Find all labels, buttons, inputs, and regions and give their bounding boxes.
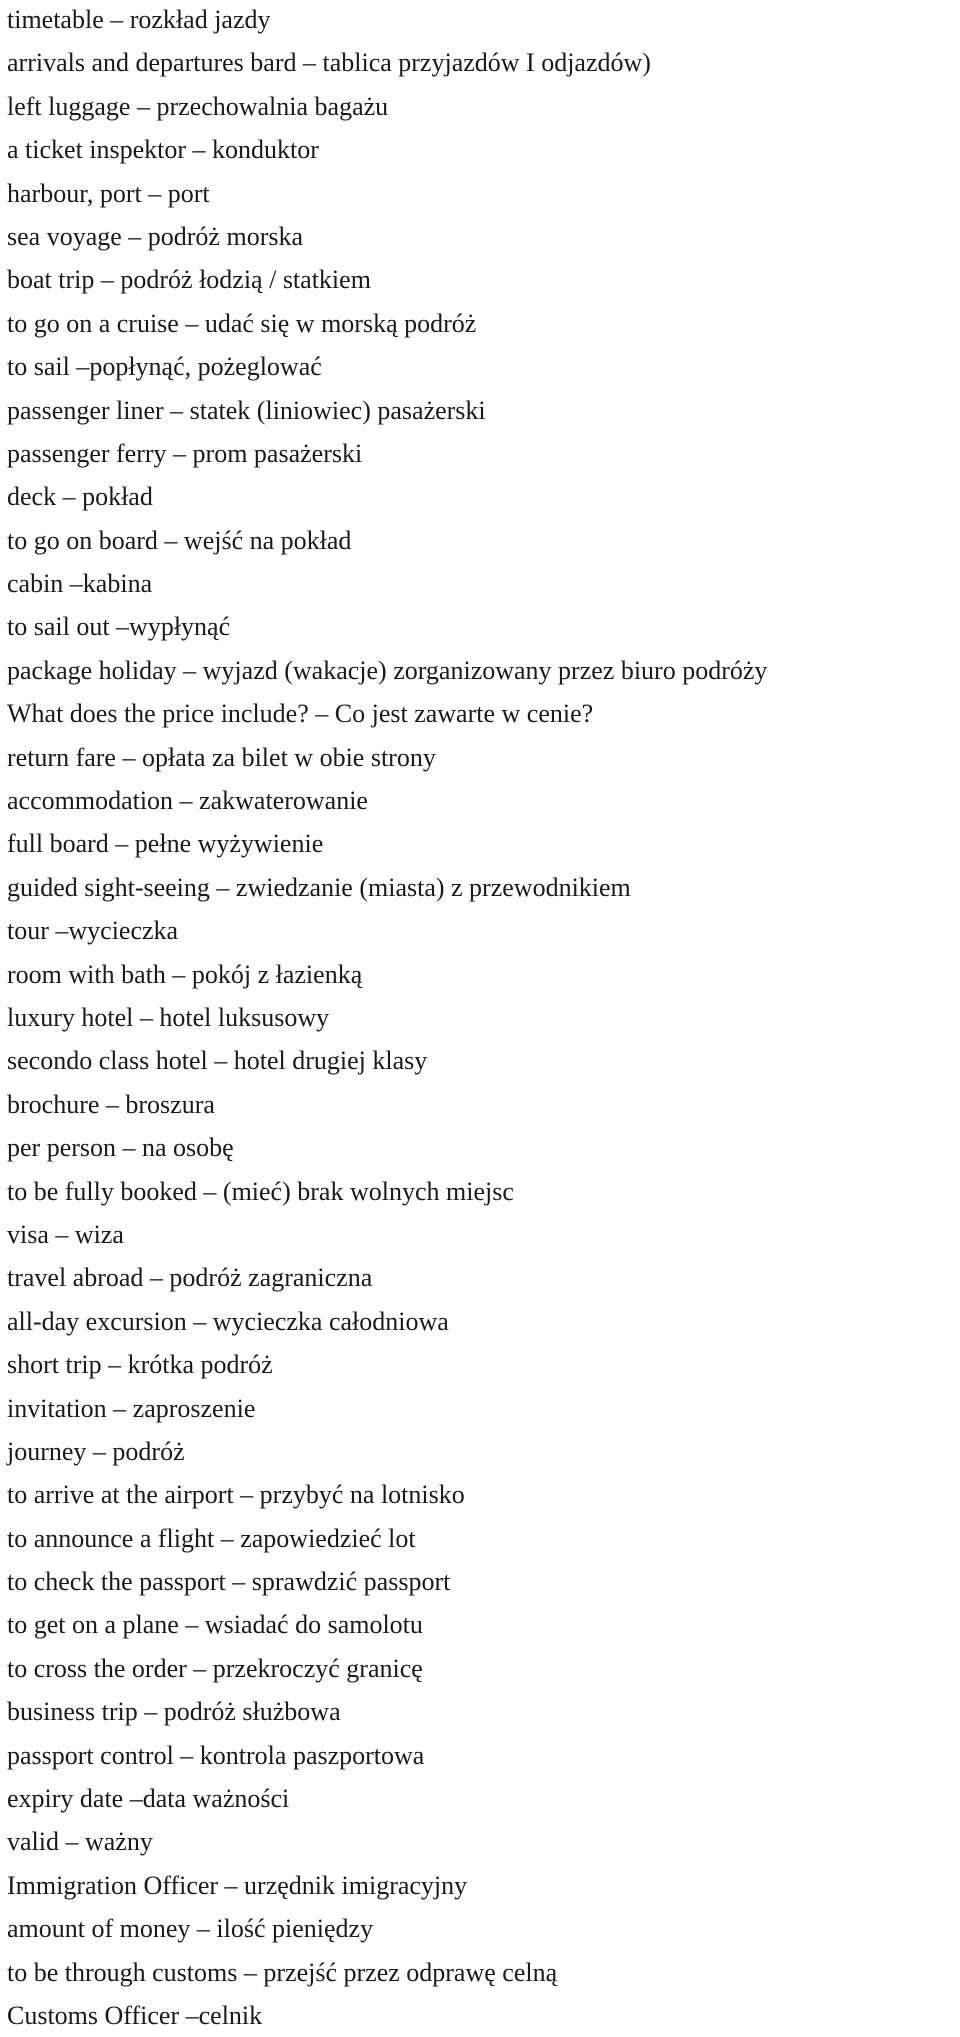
vocabulary-list <box>7 0 957 2037</box>
vocab-line: to sail out –wypłynąć <box>7 612 231 642</box>
vocab-line: to check the passport – sprawdzić passport <box>7 1567 451 1597</box>
vocab-line: to get on a plane – wsiadać do samolotu <box>7 1610 423 1640</box>
vocab-line: valid – ważny <box>7 1827 153 1857</box>
vocab-line: harbour, port – port <box>7 178 210 208</box>
vocab-line: boat trip – podróż łodzią / statkiem <box>7 265 371 295</box>
vocab-line: package holiday – wyjazd (wakacje) zorganizowany przez biuro podróży <box>7 655 768 685</box>
vocab-line: journey – podróż <box>7 1436 185 1466</box>
vocab-line: a ticket inspektor – kondukto‍r <box>7 135 319 165</box>
vocab-line: to announce a flight – zapowiedzieć lot <box>7 1523 416 1553</box>
vocab-line: Customs Officer –celnik <box>7 2000 263 2030</box>
vocab-line: to cross the order – przekroczyć granicę <box>7 1653 423 1683</box>
vocab-line: to arrive at the airport – przybyć na lotnisko <box>7 1480 465 1510</box>
vocab-line: passenger ferry – prom pasażerski <box>7 438 363 468</box>
vocab-line: return fare – opłata za bilet w obie strony <box>7 742 436 772</box>
vocab-line: invitation – zaproszenie <box>7 1393 256 1423</box>
vocab-line: passport control – kontrola paszportowa <box>7 1740 425 1770</box>
vocab-line: brochure – broszura <box>7 1089 215 1119</box>
vocab-line: short trip – krótka podróż <box>7 1350 273 1380</box>
vocab-line: to be fully booked – (mieć) brak wolnych miejsc <box>7 1176 514 1206</box>
vocab-line: per person – na osobę <box>7 1133 234 1163</box>
vocab-line: luxury hotel – hotel luksusowy <box>7 1002 330 1032</box>
vocab-line: travel abroad – podróż zagraniczna <box>7 1263 373 1293</box>
vocab-line: business trip – podróż służbowa <box>7 1697 341 1727</box>
vocab-line: sea voyage – podróż morska <box>7 221 304 251</box>
vocab-line: timetable – rozkład jazdy <box>7 5 271 34</box>
vocab-line: full board – pełne wyżywienie <box>7 829 324 859</box>
vocab-line: amount of money – ilość pieniędzy <box>7 1914 374 1944</box>
vocab-line: guided sight-seeing – zwiedzanie (miasta) z przewodnikiem <box>7 872 631 902</box>
vocab-line: deck – pokład <box>7 482 153 512</box>
vocab-line: to be through customs – przejść przez odprawę celną <box>7 1957 558 1987</box>
vocab-line: accommodation – zakwaterowanie <box>7 786 368 816</box>
vocab-line: to go on a cruise – udać się w morską podróż <box>7 308 477 338</box>
vocab-line: cabin –kabina <box>7 569 153 599</box>
vocab-line: all-day excursion – wycieczka całodniowa <box>7 1306 449 1336</box>
vocab-line: passenger liner – statek (liniowiec) pasażerski <box>7 395 486 425</box>
vocab-line: to sail –popłynąć, pożeglować <box>7 352 322 382</box>
vocab-line: room with bath – pokój z łazienką <box>7 959 363 989</box>
vocab-line: secondo class hotel – hotel drugiej klasy <box>7 1046 428 1076</box>
vocab-line: Immigration Officer – urzędnik imigracyjny <box>7 1870 468 1900</box>
vocab-line: visa – wiza <box>7 1219 124 1249</box>
vocab-line: arrivals and departures bard – tablica przyjazdów I odjazdów) <box>7 48 651 78</box>
vocab-line: left luggage – przechowalnia bagażu <box>7 91 389 121</box>
vocab-line: expiry date –data ważności <box>7 1784 290 1814</box>
vocab-line: What does the price include? – Co jest zawarte w cenie? <box>7 699 594 729</box>
vocab-line: to go on board – wejść na pokład <box>7 525 352 555</box>
vocab-line: tour –wycieczka <box>7 916 179 946</box>
